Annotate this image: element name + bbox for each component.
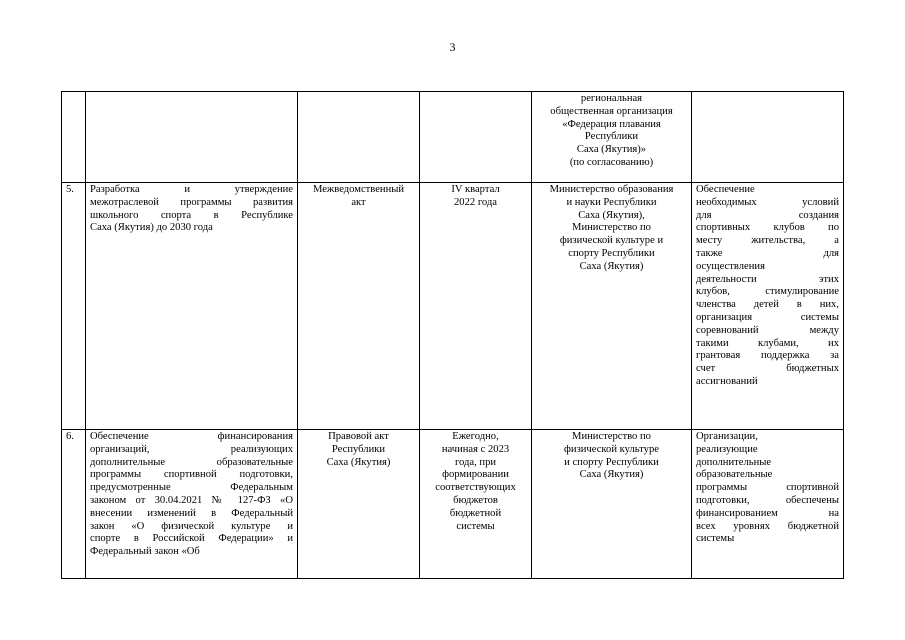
- text-line: грантовая поддержка за: [696, 350, 839, 362]
- text-line: Правовой акт: [328, 431, 389, 442]
- text-line: Саха (Якутия),: [578, 209, 645, 221]
- cell-term: [420, 183, 532, 430]
- row-number: 6.: [66, 431, 74, 442]
- text-line: бюджетов: [453, 494, 498, 506]
- text-line: спортивных клубов по: [696, 222, 839, 234]
- cell-executors: [532, 183, 692, 430]
- text-line: Разработка и утверждение: [90, 184, 293, 195]
- text-line: спорту Республики: [568, 247, 655, 259]
- plan-table: [61, 91, 844, 579]
- text-line: для создания: [696, 209, 839, 221]
- text-line: физической культуре и: [559, 235, 664, 247]
- text-line: такими клубами, их: [696, 337, 839, 349]
- text-line: бюджетной: [449, 507, 502, 519]
- text-line: закон «О физической культуре и: [90, 520, 293, 532]
- text-line: Обеспечение финансирования: [90, 431, 293, 442]
- cell-action: [86, 183, 298, 430]
- text-line: предусмотренные Федеральным: [90, 482, 293, 494]
- text-line: года, при: [454, 456, 497, 468]
- text-line: образовательные: [696, 469, 773, 481]
- text-line: физической культуре: [564, 443, 659, 455]
- text-line: подготовки, обеспечены: [696, 494, 839, 506]
- text-line: общественная организация: [550, 105, 673, 117]
- text-line: финансированием на: [696, 507, 839, 519]
- text-line: Саха (Якутия): [579, 260, 644, 272]
- text-line: членства детей в них,: [696, 299, 839, 311]
- table-row: [62, 183, 844, 430]
- text-line: и спорту Республики: [564, 456, 659, 468]
- text-line: Межведомственный: [312, 184, 405, 195]
- cell-number: [62, 430, 86, 579]
- text-line: организаций, реализующих: [90, 443, 293, 455]
- text-line: начиная с 2023: [441, 443, 510, 455]
- text-line: Министерство по: [572, 431, 651, 442]
- text-line: Министерство по: [572, 222, 651, 234]
- text-line: межотраслевой программы развития: [90, 196, 293, 208]
- text-line: клубов, стимулирование: [696, 286, 839, 298]
- text-line: необходимых условий: [696, 196, 839, 208]
- text-line: Саха (Якутия) до 2030 года: [90, 222, 213, 234]
- cell-document-type: [298, 183, 420, 430]
- text-line: программы спортивной подготовки,: [90, 469, 293, 481]
- text-line: Саха (Якутия)»: [576, 144, 647, 156]
- text-line: Федеральный закон «Об: [90, 546, 200, 558]
- text-line: программы спортивной: [696, 482, 839, 494]
- cell-executors: [532, 92, 692, 183]
- text-line: спорте в Российской Федерации» и: [90, 533, 293, 545]
- text-line: Саха (Якутия): [579, 469, 644, 481]
- cell-result: [692, 183, 844, 430]
- text-line: IV квартал: [451, 184, 500, 195]
- text-line: месту жительства, а: [696, 235, 839, 247]
- text-line: деятельности этих: [696, 273, 839, 285]
- cell-term: [420, 430, 532, 579]
- text-line: счет бюджетных: [696, 363, 839, 375]
- text-line: системы: [456, 520, 495, 532]
- text-line: школьного спорта в Республике: [90, 209, 293, 221]
- text-line: соответствующих: [435, 482, 516, 494]
- page-number: 3: [449, 40, 456, 54]
- text-line: Ежегодно,: [452, 431, 499, 442]
- table-row: [62, 92, 844, 183]
- text-line: также для: [696, 247, 839, 259]
- text-line: дополнительные образовательные: [90, 456, 293, 468]
- text-line: организация системы: [696, 311, 839, 323]
- cell-number: [62, 92, 86, 183]
- text-line: реализующие: [696, 443, 758, 455]
- cell-action: [86, 430, 298, 579]
- text-line: «Федерация плавания: [562, 118, 661, 130]
- text-line: соревнований между: [696, 324, 839, 336]
- cell-document-type: [298, 430, 420, 579]
- cell-executors: [532, 430, 692, 579]
- cell-action: [86, 92, 298, 183]
- text-line: и науки Республики: [566, 196, 657, 208]
- cell-number: [62, 183, 86, 430]
- text-line: Обеспечение: [696, 184, 755, 195]
- text-line: всех уровнях бюджетной: [696, 520, 839, 532]
- cell-result: [692, 92, 844, 183]
- cell-document-type: [298, 92, 420, 183]
- text-line: Республики: [584, 131, 639, 143]
- text-line: законом от 30.04.2021 № 127-ФЗ «О: [90, 494, 293, 506]
- row-number: 5.: [66, 184, 74, 195]
- cell-term: [420, 92, 532, 183]
- text-line: акт: [351, 196, 366, 208]
- text-line: ассигнований: [696, 375, 758, 387]
- table-row: [62, 430, 844, 579]
- text-line: Организации,: [696, 431, 758, 442]
- text-line: осуществления: [696, 260, 765, 272]
- text-line: Министерство образования: [549, 184, 674, 195]
- text-line: дополнительные: [696, 456, 772, 468]
- text-line: Саха (Якутия): [326, 456, 391, 468]
- text-line: 2022 года: [453, 196, 497, 208]
- text-line: (по согласованию): [569, 156, 654, 168]
- text-line: региональная: [580, 93, 643, 104]
- text-line: системы: [696, 533, 735, 545]
- text-line: внесении изменений в Федеральный: [90, 507, 293, 519]
- text-line: Республики: [331, 443, 386, 455]
- text-line: формировании: [442, 469, 509, 481]
- cell-result: [692, 430, 844, 579]
